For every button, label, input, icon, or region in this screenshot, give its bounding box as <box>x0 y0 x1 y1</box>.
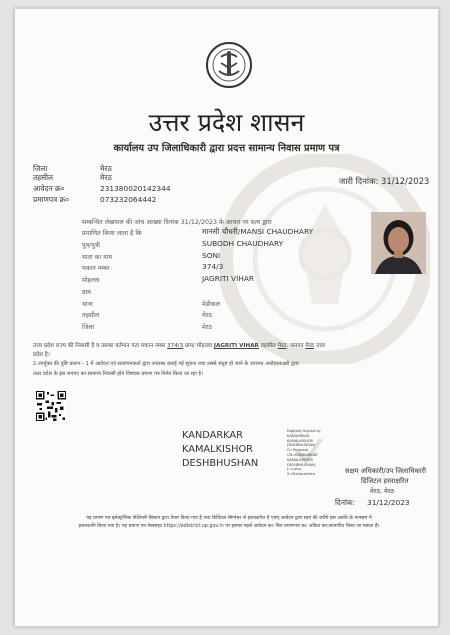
issuance-text: उत्तर प्रदेश के इस जनपद का सामान्य निवासी होने विषयक प्रमाण पत्र निर्गत किया जा रहा है। <box>33 371 204 377</box>
page-title: उत्तर प्रदेश शासन <box>148 108 305 137</box>
certified-label: प्रमाणित किया जाता है कि <box>82 230 142 237</box>
house-label: मकान नम्बर <box>82 265 110 272</box>
police-station-label: थाना <box>82 301 93 308</box>
village-label: ग्राम <box>82 289 91 296</box>
application-number: 231380020142344 <box>100 184 171 193</box>
certificate-number: 073232064442 <box>100 195 157 204</box>
verification-text: 2.उपर्युक्त की पुष्टि प्रारूप - 1 में आवेदन एवं सत्यापनकर्ता द्वारा उपलब्ध कराई गई सूचना तथा उससे संतुष्ट हो जाने के उपरान्त अधोहस्ताक्षरी द्वारा <box>33 361 299 367</box>
district-field-value: मेरठ <box>202 324 212 331</box>
district-field-label: जिला <box>82 324 95 331</box>
tehsil-value: मेरठ <box>100 173 112 182</box>
father-name: SUBODH CHAUDHARY <box>202 239 284 248</box>
residence-statement: उत्तर प्रदेश राज्य की निवासी है व उसका वर्तमान पता मकान नम्बर 374/3 ग्राम/ मोहल्ला JAGRITI VIHAR तहसील मेरठ, जनपद मेरठ उत्तर <box>33 343 326 349</box>
house-number: 374/3 <box>202 262 224 271</box>
applicant-name: मानसी चौधरी/MANSI CHAUDHARY <box>202 227 314 236</box>
locality-value: JAGRITI VIHAR <box>202 274 255 283</box>
sign-date-label: दिनांक: <box>335 498 356 507</box>
certificate-page <box>14 8 439 627</box>
mother-label: माता का नाम <box>82 254 112 261</box>
footer-note: यह प्रमाण पत्र इलेक्ट्रॉनिक डिलिवरी सिस्टम द्वारा तैयार किया गया है तथा डिजिटल सिग्नेचर से हस्ताक्षरित है एवम् आवेदन द्वारा स्वयं की जरिये इस अवधि के मानसम मे हस्तलतनि किया गया है। यह प्रमाण पत्र वेबसाइट https://edistrict.up.gov.in पर इसका पहले आवेदन क० फिर प्रमाणपत्र क० अंकित कर,सत्यापित किया जा सकता है। <box>78 516 380 529</box>
qr-code-icon <box>36 391 66 421</box>
mother-name: SONI <box>202 251 221 260</box>
issue-date: जारी दिनांक: 31/12/2023 <box>339 176 430 186</box>
authority-title: सक्षम अधिकारी/उप जिलाधिकारी <box>345 467 427 475</box>
signer-name: KANDARKAR KAMALKISHOR DESHBHUSHAN <box>182 430 259 469</box>
digital-signature-info: Digitally Signed by KANDARKAR KAMALKISHOR DESHBHUSHAN O=Personal, CN=KANDARKAR KAMALKISHOR DESHBHUSHAN, L=Latur, S=Maharashtra <box>287 429 321 477</box>
application-label: आवेदन क्र० <box>33 184 65 193</box>
authority-signed: डिजिटल हस्ताक्षरित <box>361 477 409 485</box>
district-value: मेरठ <box>100 164 112 173</box>
up-state-emblem-icon <box>205 41 253 89</box>
tehsil-label: तहसील <box>33 173 54 182</box>
certificate-label: प्रमाणपत्र क्र० <box>33 195 70 204</box>
father-label: पुत्र/पुत्री <box>82 242 100 249</box>
tehsil-field-label: तहसील <box>82 312 100 319</box>
locality-label: मोहल्ला <box>82 277 100 284</box>
intro-text: सम्बन्धित लेखपाल की जांच आख्या दिनांक 31/12/2023 के आधार पर सत्य द्वारा <box>82 219 272 226</box>
sign-date-value: 31/12/2023 <box>367 498 410 507</box>
applicant-photo <box>371 212 426 274</box>
police-station-value: मेडीकल <box>202 301 220 308</box>
residence-statement-end: प्रदेश है। <box>33 352 50 358</box>
certificate-subtitle: कार्यालय उप जिलाधिकारी द्वारा प्रदत्त सामान्य निवास प्रमाण पत्र <box>113 143 340 154</box>
tehsil-field-value: मेरठ <box>202 312 212 319</box>
district-label: जिला <box>33 164 48 173</box>
authority-location: मेरठ, मेरठ <box>370 488 395 495</box>
